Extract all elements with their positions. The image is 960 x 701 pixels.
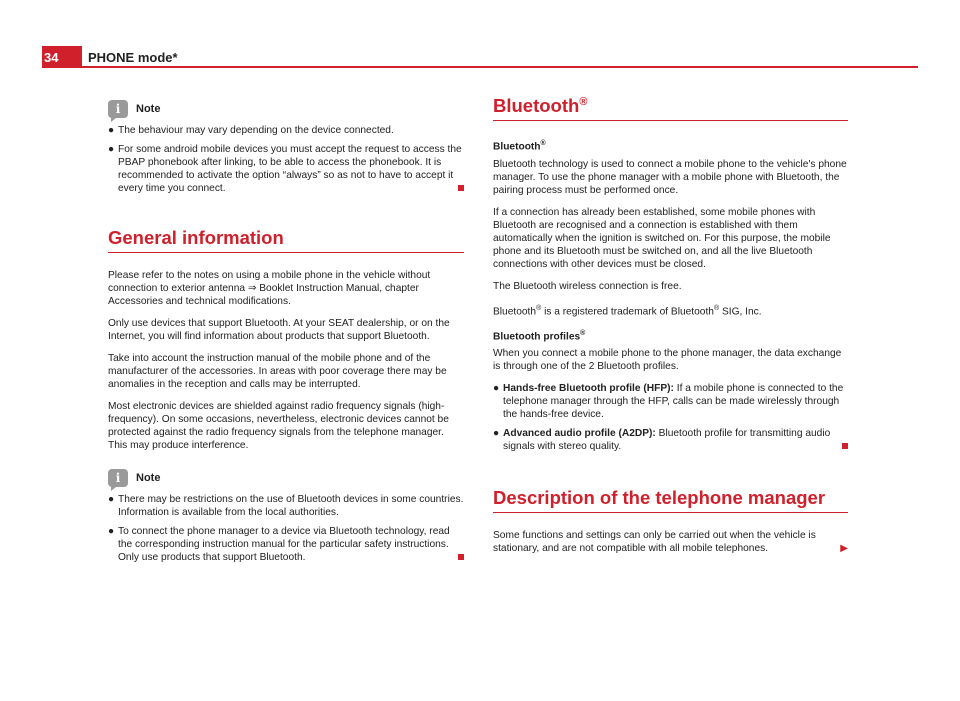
- end-of-section-icon: [458, 185, 464, 191]
- note-label: Note: [136, 471, 161, 484]
- note-heading: [108, 469, 464, 487]
- list-item: [108, 143, 464, 195]
- note-block-2: [108, 469, 464, 564]
- paragraph: Some functions and settings can only be carried out when the vehicle is stationary, and are not compatible with all mobile telephones. ▶: [493, 530, 848, 555]
- bullet-icon: ●: [108, 144, 115, 155]
- paragraph: Take into account the instruction manual of the mobile phone and of the manufacturer of the accessories. In areas with poor coverage there may be anomalies in the reception and calls may be interrupted.: [108, 353, 447, 390]
- chapter-title: PHONE mode*: [88, 50, 178, 65]
- note-text: For some android mobile devices you must accept the request to access the PBAP phonebook after linking, to be able to access the phonebook. It is recommended to activate the option “always” so as not to have to accept it every time you connect.: [118, 143, 464, 195]
- page-header: [42, 46, 918, 68]
- bullet-icon: ●: [108, 494, 115, 505]
- info-note-icon: i: [108, 100, 128, 118]
- header-rule: [82, 66, 918, 68]
- note-heading: [108, 100, 464, 118]
- page-number-badge: [42, 46, 82, 68]
- paragraph: The Bluetooth wireless connection is free.: [493, 280, 682, 292]
- list-item: [108, 493, 464, 519]
- profile-desc: If a mobile phone is connected to the telephone manager through the HFP, calls can be made wirelessly through the hands-free device.: [503, 383, 844, 421]
- profile-desc: Bluetooth profile for transmitting audio signals with stereo quality.: [503, 428, 831, 453]
- left-column: [108, 100, 464, 570]
- end-of-section-icon: [842, 443, 848, 449]
- page-number: 34: [44, 49, 59, 65]
- list-item: [493, 382, 848, 421]
- profile-name: Hands-free Bluetooth profile (HFP):: [503, 383, 674, 395]
- paragraph: If a connection has already been established, some mobile phones with Bluetooth are recognised and a connection is established with them automatically when the ignition is switched on. For this purpose, the mobile phone and its Bluetooth must be switched on, and all the live Bluetooth connections with other devices must be closed.: [493, 206, 831, 270]
- paragraph: Please refer to the notes on using a mobile phone in the vehicle without connection to exterior antenna ⇒ Booklet Instruction Manual, chapter Accessories and technical modifications.: [108, 270, 431, 307]
- profile-name: Advanced audio profile (A2DP):: [503, 428, 656, 440]
- note-label: Note: [136, 102, 161, 115]
- paragraph: Only use devices that support Bluetooth. At your SEAT dealership, or on the Internet, you will find information about products that support Bluetooth.: [108, 318, 450, 342]
- note-block-1: [108, 100, 464, 195]
- note-text: There may be restrictions on the use of Bluetooth devices in some countries. Information is available from the local authorities.: [118, 494, 464, 518]
- info-note-icon: i: [108, 469, 128, 487]
- end-of-section-icon: [458, 554, 464, 560]
- paragraph: When you connect a mobile phone to the phone manager, the data exchange is through one of the 2 Bluetooth profiles.: [493, 348, 842, 373]
- note-text: The behaviour may vary depending on the device connected.: [118, 125, 394, 136]
- right-column: [493, 96, 848, 564]
- list-item: [108, 124, 464, 137]
- bullet-icon: ●: [108, 125, 115, 136]
- bullet-icon: ●: [108, 526, 115, 537]
- section-title-description: Description of the telephone manager: [493, 491, 848, 513]
- subheading-bluetooth: Bluetooth®: [493, 140, 546, 153]
- section-title-bluetooth: Bluetooth®: [493, 96, 848, 121]
- subheading-profiles: Bluetooth profiles®: [493, 329, 586, 343]
- trademark-paragraph: Bluetooth® is a registered trademark of Bluetooth® SIG, Inc.: [493, 304, 762, 317]
- list-item: [108, 525, 464, 564]
- continue-arrow-icon: ▶: [840, 543, 848, 555]
- bullet-icon: ●: [493, 428, 500, 440]
- list-item: [493, 427, 848, 453]
- bullet-icon: ●: [493, 383, 500, 395]
- paragraph: Bluetooth technology is used to connect a mobile phone to the vehicle's phone manager. To use the phone manager with a mobile phone with Bluetooth, the pairing process must be performed once.: [493, 158, 847, 196]
- paragraph: Most electronic devices are shielded against radio frequency signals (high-frequency). On some occasions, nevertheless, electronic devices cannot be protected against the radio frequency signals from the telephone manager. This may produce interference.: [108, 401, 449, 451]
- note-text: To connect the phone manager to a device via Bluetooth technology, read the corresponding instruction manual for the particular safety instructions. Only use products that support Bluetooth.: [118, 525, 464, 564]
- section-title-general: General information: [108, 231, 464, 253]
